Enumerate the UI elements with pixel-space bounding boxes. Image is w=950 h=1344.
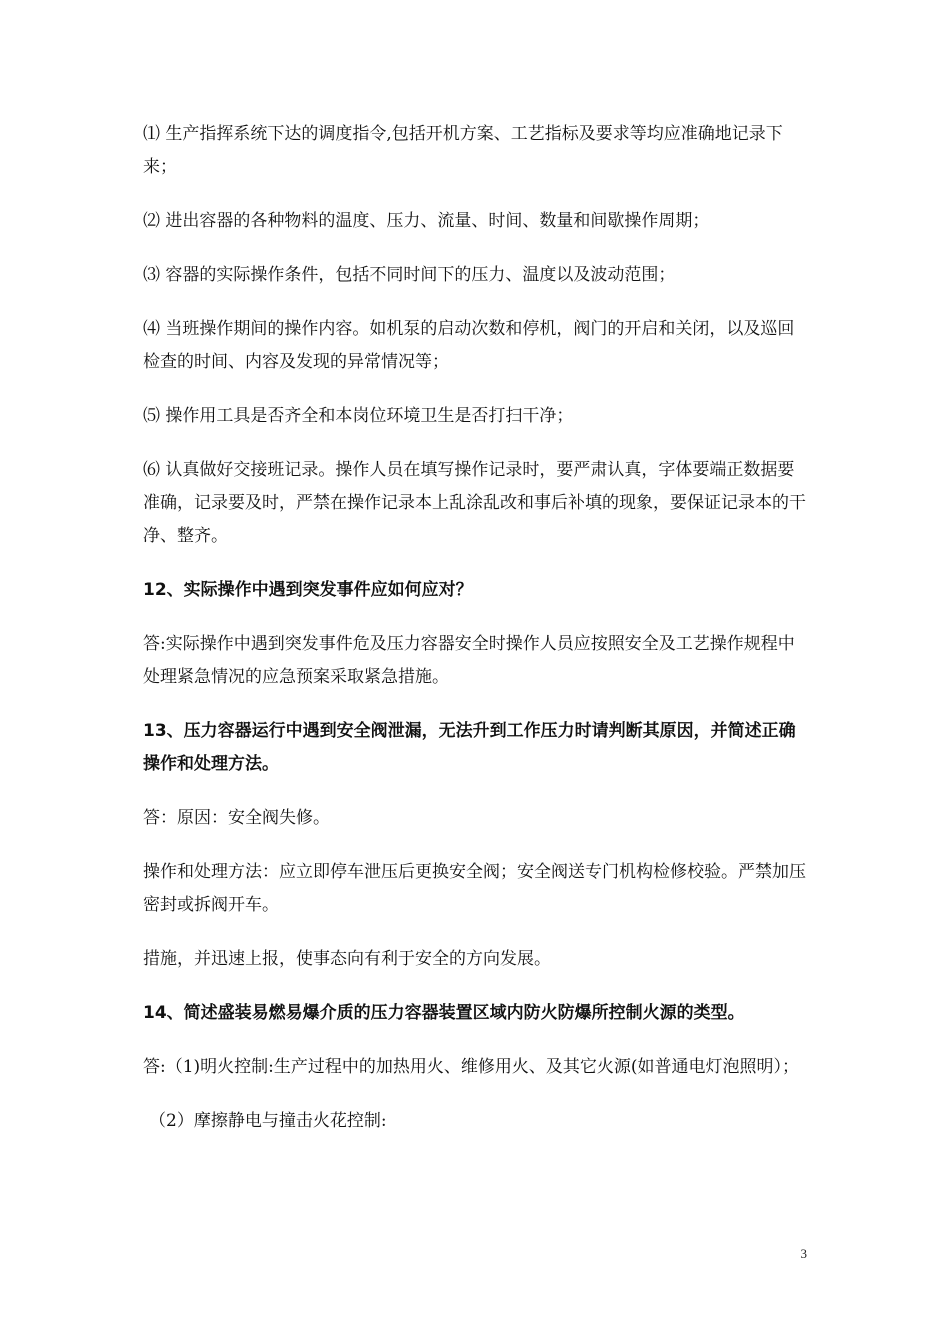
answer-13-measures: 措施，并迅速上报，使事态向有利于安全的方向发展。 <box>143 949 551 969</box>
page-content <box>143 118 811 1159</box>
answer-14-open-flame: 答:（1)明火控制:生产过程中的加热用火、维修用火、及其它火源(如普通电灯泡照明）； <box>143 1057 800 1077</box>
list-item-1: ⑴ 生产指挥系统下达的调度指令,包括开机方案、工艺指标及要求等均应准确地记录下来； <box>143 124 783 177</box>
answer-13-cause: 答：原因：安全阀失修。 <box>143 808 330 828</box>
question-12-heading: 12、实际操作中遇到突发事件应如何应对？ <box>143 580 473 600</box>
answer-14-static-spark: （2）摩擦静电与撞击火花控制: <box>149 1111 387 1131</box>
list-item-6: ⑹ 认真做好交接班记录。操作人员在填写操作记录时，要严肃认真，字体要端正数据要准确，记录要及时，严禁在操作记录本上乱涂乱改和事后补填的现象，要保证记录本的干净、整齐。 <box>143 460 806 546</box>
list-item-5: ⑸ 操作用工具是否齐全和本岗位环境卫生是否打扫干净； <box>143 406 574 426</box>
answer-13-method: 操作和处理方法：应立即停车泄压后更换安全阀；安全阀送专门机构检修校验。严禁加压密封或拆阀开车。 <box>143 862 806 915</box>
list-item-3: ⑶ 容器的实际操作条件，包括不同时间下的压力、温度以及波动范围； <box>143 265 676 285</box>
question-14-heading: 14、简述盛装易燃易爆介质的压力容器装置区域内防火防爆所控制火源的类型。 <box>143 1003 745 1023</box>
list-item-4: ⑷ 当班操作期间的操作内容。如机泵的启动次数和停机，阀门的开启和关闭，以及巡回检查的时间、内容及发现的异常情况等； <box>143 319 795 372</box>
answer-12: 答:实际操作中遇到突发事件危及压力容器安全时操作人员应按照安全及工艺操作规程中处理紧急情况的应急预案采取紧急措施。 <box>143 634 795 687</box>
list-item-2: ⑵ 进出容器的各种物料的温度、压力、流量、时间、数量和间歇操作周期； <box>143 211 710 231</box>
page-number: 3 <box>800 1246 807 1261</box>
question-13-heading: 13、压力容器运行中遇到安全阀泄漏，无法升到工作压力时请判断其原因，并简述正确操作和处理方法。 <box>143 721 796 774</box>
